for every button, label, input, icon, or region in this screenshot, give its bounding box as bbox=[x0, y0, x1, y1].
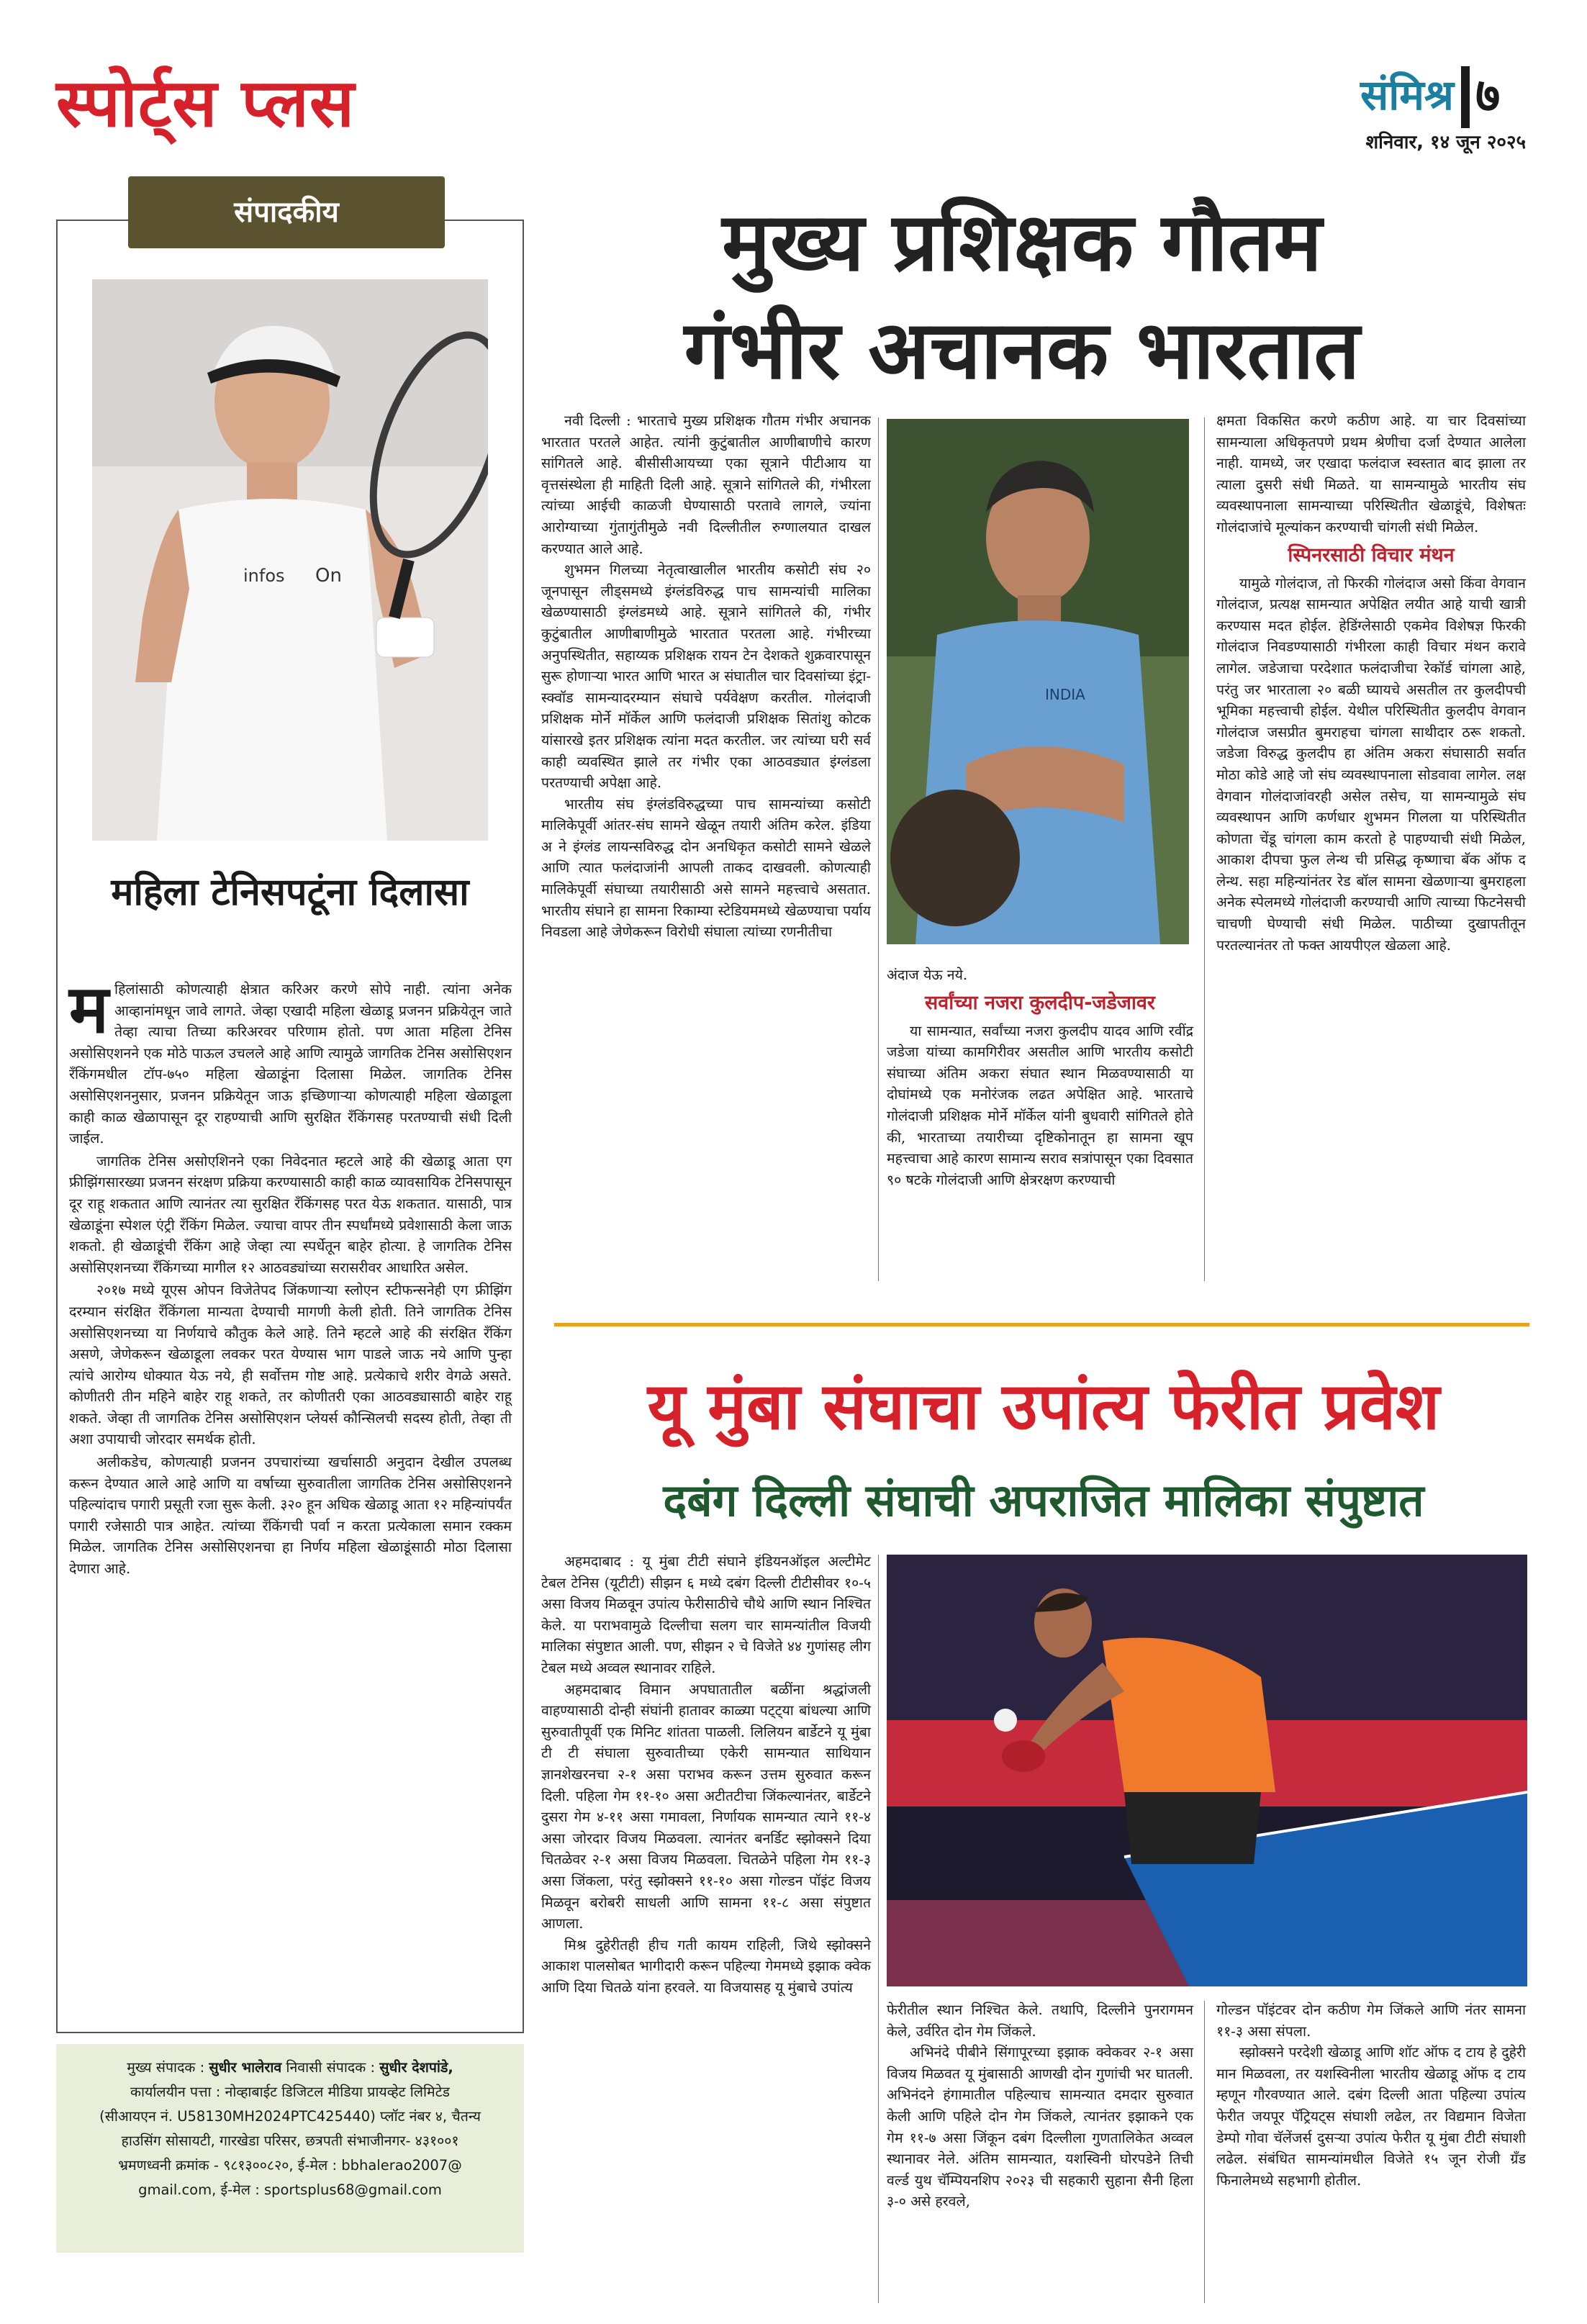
table-tennis-illustration bbox=[887, 1555, 1527, 1986]
resident-editor-name: सुधीर देशपांडे, bbox=[379, 2059, 453, 2076]
story1-headline-line1: मुख्य प्रशिक्षक गौतम bbox=[722, 196, 1322, 289]
story2-headline: यू मुंबा संघाचा उपांत्य फेरीत प्रवेश bbox=[647, 1369, 1440, 1444]
story1-column-1 bbox=[541, 410, 871, 1281]
svg-text:On: On bbox=[315, 565, 342, 587]
story1-paragraph: क्षमता विकसित करणे कठीण आहे. या चार दिवसांच्या सामन्याला अधिकृतपणे प्रथम श्रेणीचा दर्जा देण्यात आलेला नाही. यामध्ये, जर एखादा फलंदाज स्वस्तात बाद झाला तर त्याला दुसरी संधी मिळते. या सामन्यामुळे भारतीय संघ व्यवस्थापनाला सामन्याच्या परिस्थितीत खेळाडूंचे, विशेषतः गोलंदाजांचे मूल्यांकन करण्याची चांगली संधी मिळेल. bbox=[1216, 412, 1526, 535]
story2-paragraph: फेरीतील स्थान निश्चित केले. तथापि, दिल्लीने पुनरागमन केले, उर्वरित दोन गेम जिंकले. bbox=[887, 2002, 1193, 2040]
column-rule bbox=[1204, 2001, 1205, 2303]
story2-paragraph: अभिनंदे पीबीने सिंगापूरच्या इझाक क्वेकवर २-१ असा विजय मिळवत यू मुंबासाठी आणखी दोन गुणांची भर घातली. अभिनंदने हंगामातील पहिल्याच सामन्यात दमदार सुरुवात केली आणि पहिले दोन गेम जिंकले, त्यानंतर इझाकने एक गेम ११-७ असा जिंकून दबंग दिल्लीला गुणतालिकेत अव्वल स्थानावर नेले. अंतिम सामन्यात, यशस्विनी घोरपडेने तिची वर्ल्ड युथ चॅम्पियनशिप २०२३ ची सहकारी सुहाना सैनी हिला ३-० असे हरवले, bbox=[887, 2044, 1193, 2210]
story2-paragraph: स्झोक्सने परदेशी खेळाडू आणि शॉट ऑफ द टाय हे दुहेरी मान मिळवला, तर यशस्विनीला भारतीय खेळाडू ऑफ द टाय म्हणून गौरवण्यात आले. दबंग दिल्ली आता पहिल्या उपांत्य फेरीत जयपूर पॅट्रियट्स संघाशी लढेल, तर विद्यमान विजेता डेम्पो गोवा चॅलेंजर्स दुसऱ्या उपांत्य फेरीत यू मुंबा टीटी संघाशी लढेल. संबंधित सामन्यांमधील विजेते १५ जून रोजी ग्रँड फिनालेमध्ये सहभागी होतील. bbox=[1216, 2044, 1526, 2189]
imprint-address-3: हाउसिंग सोसायटी, गारखेडा परिसर, छत्रपती संभाजीनगर- ४३१००१ bbox=[121, 2133, 459, 2149]
story1-paragraph: अंदाज येऊ नये. bbox=[887, 967, 968, 983]
imprint-editors bbox=[71, 2056, 510, 2080]
column-rule bbox=[878, 1555, 879, 2303]
story2-column-1 bbox=[541, 1551, 871, 2300]
story1-headline bbox=[547, 189, 1497, 404]
story2-paragraph: अहमदाबाद विमान अपघातातील बळींना श्रद्धांजली वाहण्यासाठी दोन्ही संघांनी हातावर काळ्या पट्ट्या बांधल्या आणि सुरुवातीपूर्वी एक मिनिट शांतता पाळली. लिलियन बार्डेटने यू मुंबा टी टी संघाला सुरुवातीच्या एकेरी सामन्यात साथियान ज्ञानशेखरनचा २-१ असा पराभव करून उत्तम सुरुवात करून दिली. पहिला गेम ११-१० असा अटीतटीचा जिंकल्यानंतर, बार्डेटने दुसरा गेम ४-११ असा गमावला, निर्णायक सामन्यात त्याने ११-४ असा जोरदार विजय मिळवला. त्यानंतर बनर्डिट स्झोक्सने दिया चितळेवर २-१ असा विजय मिळवला. चितळेने पहिला गेम ११-३ असा जिंकला, परंतु स्झोक्सने ११-१० असा गोल्डन पॉइंट विजय मिळवून बरोबरी साधली आणि सामना ११-८ असा संपुष्टात आणला. bbox=[541, 1681, 871, 1932]
editorial-headline: महिला टेनिसपटूंना दिलासा bbox=[111, 871, 469, 914]
resident-editor-label: निवासी संपादक : bbox=[286, 2059, 376, 2076]
editorial-paragraph-1-text: हिलांसाठी कोणत्याही क्षेत्रात करिअर करणे सोपे नाही. त्यांना अनेक आव्हानांमधून जावे लागते. जेव्हा एखादी महिला खेळाडू प्रजनन प्रक्रियेतून जाते तेव्हा त्याचा तिच्या करिअरवर परिणाम होतो. पण आता महिला टेनिस असोसिएशनने एक मोठे पाऊल उचलले आहे आणि त्यामुळे जागतिक टेनिस असोसिएशन रँकिंगमधील टॉप-७५० महिला खेळाडूंना दिलासा मिळेल. जागतिक टेनिस असोसिएशननुसार, प्रजनन प्रक्रियेतून जाऊ इच्छिणाऱ्या कोणत्याही महिला खेळाडूला काही काळ खेळापासून दूर राहण्याची आणि सुरक्षित रँकिंगसह परतण्याची संधी दिली जाईल. bbox=[69, 981, 512, 1147]
imprint-address-1: कार्यालयीन पत्ता : नोव्हाबाईट डिजिटल मीडिया प्रायव्हेट लिमिटेड bbox=[130, 2084, 450, 2100]
story1-subhead-kuldeep-jadeja: सर्वांच्या नजरा कुलदीप-जडेजावर bbox=[925, 991, 1155, 1014]
editorial-body bbox=[69, 971, 512, 2022]
story2-column-3 bbox=[1216, 1999, 1526, 2302]
coach-photo bbox=[887, 419, 1189, 944]
editorial-paragraph-3: २०१७ मध्ये यूएस ओपन विजेतेपद जिंकणाऱ्या स्लोएन स्टीफन्सनेही एग फ्रीझिंग दरम्यान संरक्षित रँकिंगला मान्यता देण्याची मागणी केली होती. तिने जागतिक टेनिस असोसिएशनच्या या निर्णयाचे कौतुक केले आहे. तिने म्हटले आहे की संरक्षित रँकिंग असणे, जेणेकरून खेळाडूला लवकर परत येण्यास भाग पाडले जाऊ नये आणि पुन्हा त्यांचे आरोग्य धोक्यात येऊ नये, ही सर्वोत्तम गोष्ट आहे. प्रत्येकाचे शरीर वेगळे असते. कोणीतरी तीन महिने बाहेर राहू शकते, तर कोणीतरी एका आठवड्यासाठी बाहेर राहू शकते. जेव्हा ती जागतिक टेनिस असोसिएशन प्लेयर्स कौन्सिलची सदस्य होती, तेव्हा ती अशा उपायाची जोरदार समर्थक होती. bbox=[69, 1282, 512, 1448]
story2-column-2 bbox=[887, 1999, 1193, 2302]
editorial-paragraph-1 bbox=[69, 971, 512, 1149]
editorial-tag: संपादकीय bbox=[128, 176, 445, 248]
story1-paragraph: शुभमन गिलच्या नेतृत्वाखालील भारतीय कसोटी संघ २० जूनपासून लीड्समध्ये इंग्लंडविरुद्ध पाच सामन्यांची मालिका खेळण्यासाठी इंग्लंडमध्ये आहे. सूत्राने सांगितले की, गंभीर कुटुंबातील आणीबाणीमुळे भारतात परतला आहे. गंभीरच्या अनुपस्थितीत, सहाय्यक प्रशिक्षक रायन टेन देशकते शुक्रवारपासून सुरू होणाऱ्या भारत आणि भारत अ संघातील चार दिवसांच्या इंट्रा-स्क्वॉड सामन्यादरम्यान संघाचे पर्यवेक्षण करतील. गोलंदाजी प्रशिक्षक मोर्ने मॉर्केल आणि फलंदाजी प्रशिक्षक सितांशु कोटक यांसारखे इतर प्रशिक्षक त्यांना मदत करतील. जर त्यांच्या घरी सर्व काही व्यवस्थित झाले तर गंभीर एका आठवड्यात इंग्लंडला परतण्याची अपेक्षा आहे. bbox=[541, 561, 871, 792]
story1-paragraph: या सामन्यात, सर्वांच्या नजरा कुलदीप यादव आणि रवींद्र जडेजा यांच्या कामगिरीवर असतील आणि भारतीय कसोटी संघाच्या अंतिम अकरा संघात स्थान मिळवण्यासाठी या दोघांमध्ये एक मनोरंजक लढत अपेक्षित आहे. भारताचे गोलंदाजी प्रशिक्षक मोर्ने मॉर्केल यांनी बुधवारी सांगितले होते की, भारताच्या तयारीच्या दृष्टिकोनातून हा सामना खूप महत्त्वाचा आहे कारण सामान्य सराव सत्रांपासून एका दिवसात ९० षटके गोलंदाजी आणि क्षेत्ररक्षण करण्याची bbox=[887, 1022, 1193, 1188]
imprint-contact-1: भ्रमणध्वनी क्रमांक - ९८१३००८२०, ई-मेल : bbhalerao2007@ bbox=[118, 2157, 462, 2174]
story1-headline-line2: गंभीर अचानक भारतात bbox=[684, 304, 1360, 397]
story1-paragraph: नवी दिल्ली : भारताचे मुख्य प्रशिक्षक गौतम गंभीर अचानक भारतात परतले आहेत. त्यांनी कुटुंबातील आणीबाणीचे कारण सांगितले आहे. बीसीसीआयच्या एका सूत्राने पीटीआय या वृत्तसंस्थेला ही माहिती दिली आहे. सूत्राने सांगितले की, गंभीरला त्यांच्या आईची काळजी घेण्यासाठी परतावे लागले, ज्यांना आरोग्याच्या गुंतागुंतीमुळे नवी दिल्लीतील रुग्णालयात दाखल करण्यात आले आहे. bbox=[541, 412, 871, 557]
story1-column-3 bbox=[1216, 410, 1526, 1288]
story2-paragraph: अहमदाबाद : यू मुंबा टीटी संघाने इंडियनऑइल अल्टीमेट टेबल टेनिस (यूटीटी) सीझन ६ मध्ये दबंग दिल्ली टीटीसीवर १०-५ असा विजय मिळवून उपांत्य फेरीसाठीचे चौथे आणि स्थान निश्चित केले. या पराभवामुळे दिल्लीचा सलग चार सामन्यांतील विजयी मालिका संपुष्टात आली. पण, सीझन २ चे विजेते ४४ गुणांसह लीग टेबल मध्ये अव्वल स्थानावर राहिले. bbox=[541, 1553, 871, 1676]
story-divider bbox=[554, 1323, 1529, 1326]
coach-illustration bbox=[887, 419, 1189, 944]
column-rule bbox=[1204, 417, 1205, 1281]
tennis-player-photo bbox=[92, 279, 488, 841]
drop-cap: म bbox=[69, 971, 109, 1048]
story1-paragraph: यामुळे गोलंदाज, तो फिरकी गोलंदाज असो किंवा वेगवान गोलंदाज, प्रत्यक्ष सामन्यात अपेक्षित लयीत आहे याची खात्री करण्यास मदत होईल. हेडिंग्लेसाठी एकमेव विशेषज्ञ फिरकी गोलंदाज निवडण्यासाठी गंभीरला काही विचार मंथन करावे लागेल. जडेजाचा परदेशात फलंदाजीचा रेकॉर्ड चांगला आहे, परंतु जर भारताला २० बळी घ्यायचे असतील तर कुलदीपची भूमिका महत्त्वाची होईल. येथील परिस्थितीत कुलदीप वेगवान गोलंदाज जसप्रीत बुमराहचा चांगला साथीदार ठरू शकतो. जडेजा विरुद्ध कुलदीप हा अंतिम अकरा संघासाठी सर्वात मोठा कोडे आहे जो संघ व्यवस्थापनाला सोडवावा लागेल. लक्ष वेगवान गोलंदाजांवरही असेल तसेच, या सामन्यामुळे संघ व्यवस्थापन आणि कर्णधार शुभमन गिलला या परिस्थितीत कोणता चेंडू चांगला काम करतो हे पाहण्याची संधी मिळेल, आकाश दीपचा फुल लेन्थ ची प्रसिद्ध कृष्णाचा बॅक ऑफ द लेन्थ. सहा महिन्यांनंतर रेड बॉल सामना खेळणाऱ्या बुमराहला अनेक स्पेलमध्ये गोलंदाजी करण्याची आणि त्याच्या फिटनेसची चाचणी घेण्याची संधी मिळेल. पाठीच्या दुखापतीतून परतल्यानंतर तो फक्त आयपीएल खेळला आहे. bbox=[1216, 574, 1526, 954]
masthead-title: स्पोर्ट्स प्लस bbox=[56, 65, 356, 142]
imprint-contact-2: gmail.com, ई-मेल : sportsplus68@gmail.com bbox=[138, 2181, 442, 2198]
page-number: ७ bbox=[1475, 68, 1501, 123]
table-tennis-photo bbox=[887, 1555, 1527, 1986]
story1-paragraph: भारतीय संघ इंग्लंडविरुद्धच्या पाच सामन्यांच्या कसोटी मालिकेपूर्वी आंतर-संघ सामने खेळून तयारी अंतिम करेल. इंडिया अ ने इंग्लंड लायन्सविरुद्ध दोन अनधिकृत कसोटी सामने खेळले आणि त्यात फलंदाजांनी आपली ताकद दाखवली. कोणत्याही मालिकेपूर्वी संघाच्या तयारीसाठी असे सामने महत्त्वाचे असतात. भारतीय संघाने हा सामना रिकाम्या स्टेडियममध्ये खेळण्याचा पर्याय निवडला आहे जेणेकरून विरोधी संघाला त्यांच्या रणनीतीचा bbox=[541, 795, 871, 941]
column-rule bbox=[878, 417, 879, 1281]
story2-subheadline: दबंग दिल्ली संघाची अपराजित मालिका संपुष्टात bbox=[663, 1474, 1424, 1527]
section-name: संमिश्र bbox=[1360, 71, 1454, 119]
editorial-paragraph-2: जागतिक टेनिस असोएशिनने एका निवेदनात म्हटले आहे की खेळाडू आता एग फ्रीझिंगसारख्या प्रजनन संरक्षण प्रक्रिया करण्यासाठी काही काळ व्यावसायिक टेनिसपासून दूर राहू शकतात आणि त्यानंतर त्या सुरक्षित रँकिंगसह परत येऊ शकतात. यासाठी, पात्र खेळाडूंना स्पेशल एंट्री रँकिंग मिळेल. ज्याचा वापर तीन स्पर्धांमध्ये प्रवेशासाठी केला जाऊ शकतो. ही खेळाडूंची रँकिंग आहे जेव्हा त्या स्पर्धेतून बाहेर होत्या. हे जागतिक टेनिस असोसिएशनच्या रँकिंगच्या मागील १२ आठवड्यांच्या सरासरीवर आधारित असेल. bbox=[69, 1152, 512, 1276]
story2-paragraph: मिश्र दुहेरीतही हीच गती कायम राहिली, जिथे स्झोक्सने आकाश पालसोबत भागीदारी करून पहिल्या गेममध्ये इझाक क्वेक आणि दिया चितळे यांना हरवले. या विजयासह यू मुंबाचे उपांत्य bbox=[541, 1936, 871, 1996]
imprint-address-2: (सीआयएन नं. U58130MH2024PTC425440) प्लॉट नंबर ४, चैतन्य bbox=[99, 2108, 481, 2125]
chief-editor-label: मुख्य संपादक : bbox=[127, 2059, 205, 2076]
issue-date: शनिवार, १४ जून २०२५ bbox=[1365, 132, 1526, 153]
chief-editor-name: सुधीर भालेराव bbox=[209, 2059, 282, 2076]
imprint-box bbox=[56, 2044, 524, 2253]
svg-text:INDIA: INDIA bbox=[1045, 686, 1085, 703]
svg-text:infos: infos bbox=[243, 566, 285, 586]
story1-column-2 bbox=[887, 964, 1193, 1281]
story1-subhead-spinner: स्पिनरसाठी विचार मंथन bbox=[1288, 543, 1455, 566]
page-number-divider bbox=[1461, 66, 1470, 128]
tennis-player-illustration bbox=[92, 279, 488, 841]
editorial-paragraph-4: अलीकडेच, कोणत्याही प्रजनन उपचारांच्या खर्चासाठी अनुदान देखील उपलब्ध करून देण्यात आले आहे आणि या वर्षाच्या सुरुवातीला जागतिक टेनिस असोसिएशनने पहिल्यांदाच पगारी प्रसूती रजा सुरू केली. ३२० हून अधिक खेळाडू आता १२ महिन्यांपर्यंत पगारी रजेसाठी पात्र आहेत. त्यांच्या रँकिंगची पर्वा न करता प्रत्येकाला समान रक्कम मिळेल. जागतिक टेनिस असोसिएशनचा हा निर्णय महिला खेळाडूंसाठी मोठा दिलासा देणारा आहे. bbox=[69, 1454, 512, 1578]
story2-paragraph: गोल्डन पॉइंटवर दोन कठीण गेम जिंकले आणि नंतर सामना ११-३ असा संपला. bbox=[1216, 2002, 1526, 2040]
